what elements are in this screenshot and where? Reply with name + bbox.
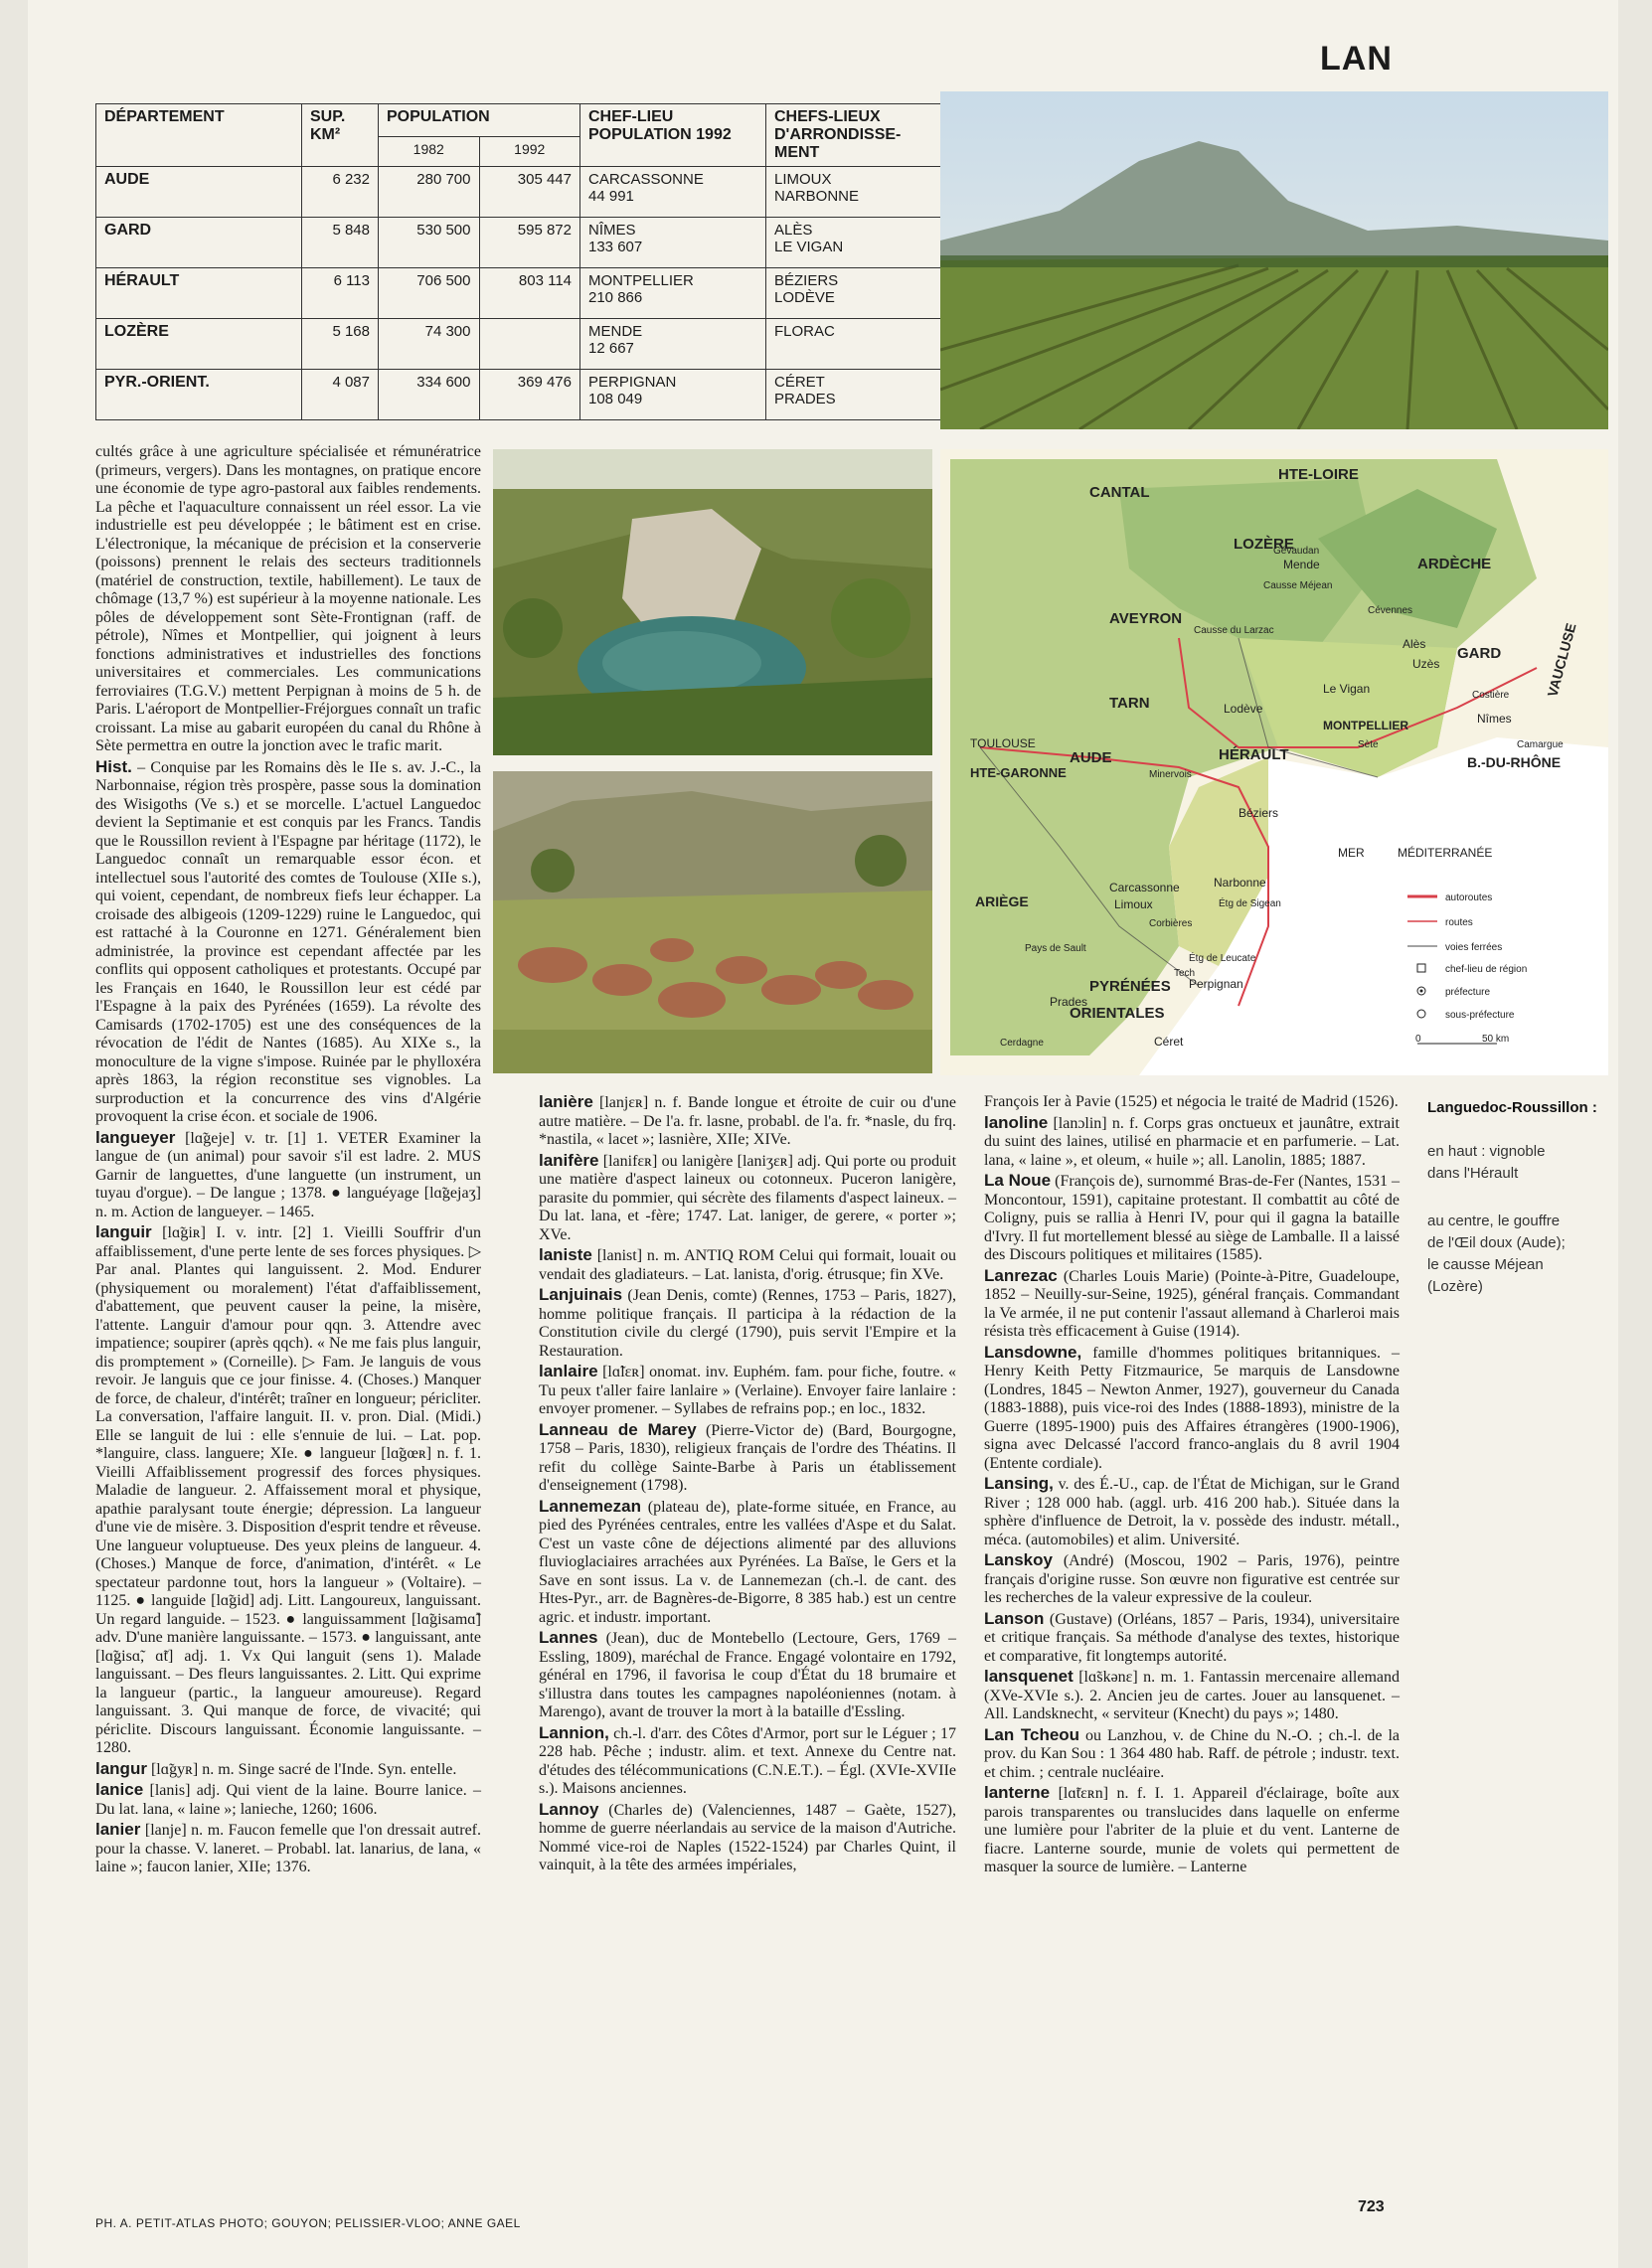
legend-item: préfecture <box>1445 987 1491 998</box>
dept-name: LOZÈRE <box>96 319 302 370</box>
map-place: Sète <box>1358 739 1379 750</box>
dept-pop-1992: 369 476 <box>479 370 580 420</box>
dict-entry: lansquenet [lɑ̃skənɛ] n. m. 1. Fantassin mercenaire allemand (XVe-XVIe s.). 2. Ancien jeu de cartes. Jouer au lansquenet. – All. Landsknecht, « serviteur (Knecht) du pays »; 1480. <box>984 1667 1400 1722</box>
map-region: HTE-GARONNE <box>970 765 1067 780</box>
dict-entry: langur [lɑ̃gyʀ] n. m. Singe sacré de l'Inde. Syn. entelle. <box>95 1758 457 1778</box>
page-number: 723 <box>1358 2198 1385 2215</box>
dict-entry: lanifère [lanifɛʀ] ou lanigère [laniʒɛʀ] adj. Qui porte ou produit une matière d'aspect laineux ou cotonneux. Puceron lanigère, parasite du pommier, qui sécrète des filaments d'aspect laineux. – Du lat. lana, et -fère; 1747. Lat. laniger, de gerere, « porter »; XVe. <box>539 1150 957 1243</box>
dict-entry: lanière [lanjɛʀ] n. f. Bande longue et étroite de cuir ou d'une autre matière. – De l'a. fr. lasne, probabl. de l'a. fr. *nasle, du frq. *nastila, « lacet »; lasnière, XIIe; XIVe. <box>539 1092 956 1148</box>
dept-pop-1982: 334 600 <box>379 370 480 420</box>
dept-name: GARD <box>96 218 302 268</box>
map-place: MÉDITERRANÉE <box>1398 846 1493 860</box>
table-row <box>96 319 942 370</box>
column-1 <box>95 443 481 1879</box>
dept-pop-1992 <box>479 319 580 370</box>
dept-pop-1982: 530 500 <box>379 218 480 268</box>
map-region: PYRÉNÉES <box>1089 978 1171 995</box>
caption-line: (Lozère) <box>1427 1278 1483 1295</box>
table-row <box>96 218 942 268</box>
map-place: Étg de Sigean <box>1219 898 1281 909</box>
photo-credit: PH. A. PETIT-ATLAS PHOTO; GOUYON; PELISSIER-VLOO; ANNE GAEL <box>95 2216 521 2230</box>
map-city: Céret <box>1154 1035 1184 1049</box>
dept-sup: 5 168 <box>302 319 379 370</box>
col-departement: DÉPARTEMENT <box>96 104 302 167</box>
col-1992: 1992 <box>479 136 580 166</box>
dept-chef-lieu: MENDE 12 667 <box>580 319 766 370</box>
dict-entry: languir [lɑ̃giʀ] I. v. intr. [2] 1. Vieilli Souffrir d'un affaiblissement, d'une perte lente de ses forces physiques. ▷ Par anal. Plantes qui languissent. 2. Mod. Endurer (physiquement ou moralement) l'état d'affaiblissement, d'abattement, que peuvent causer la peine, la misère, l'attente. Languir d'amour pour qqn. 3. Attendre avec impatience; soupirer (après qqch). « Ne me fais plus languir, dis promptement » (Corneille). ▷ Fam. Je languis de vous revoir. Je languis que ce jour finisse. 4. (Choses.) Manquer de force, de chaleur, d'intérêt; traîner en longueur; péricliter. La conversation, l'affaire languit. II. v. pron. Dial. (Midi.) Elle se languit de lui : elle s'ennuie de lui. – Lat. pop. *languire, class. languere; XIe. ● langueur [lɑ̃gœʀ] n. f. 1. Vieilli Affaiblissement progressif des forces physiques. Maladie de langueur. 2. Affaissement moral et physique, apathie paralysant toute énergie; dépression. La langueur d'une vie de misère. 3. Disposition d'esprit tendre et rêveuse. Une langueur voluptueuse. Des yeux pleins de langueur. 4. (Choses.) Manque de force, d'animation, d'intérêt. « Le spectateur pardonne tout, hors la langueur » (Voltaire). – 1125. ● languide [lɑ̃gid] adj. Litt. Langoureux, languissant. Un regard languide. – 1523. ● languissamment [lɑ̃gisamɑ̃] adv. D'une manière languissante. – 1573. ● languissant, ante [lɑ̃gisɑ̃, ɑ̃t] adj. 1. Vx Qui languit (sens 1). Malade languissant. – Des fleurs languissantes. 2. Litt. Qui exprime la langueur (partic., la langueur amoureuse). Regard languissant. 3. Qui manque de force, de vivacité; qui périclite. Discours languissant. Économie languissante. – 1280. <box>95 1222 481 1756</box>
departments-table <box>95 103 942 420</box>
dept-name: AUDE <box>96 167 302 218</box>
dept-pop-1982: 280 700 <box>379 167 480 218</box>
dict-entry: lanlaire [lɑ̃lɛʀ] onomat. inv. Euphém. fam. pour fiche, foutre. « Tu peux t'aller faire lanlaire » (Verlaine). Envoyer faire lanlaire : envoyer promener. – Syllabes de refrains pop.; en loc., 1832. <box>539 1362 956 1417</box>
map-city: Limoux <box>1114 897 1153 911</box>
map-city: Uzès <box>1412 657 1440 671</box>
dept-pop-1982: 706 500 <box>379 268 480 319</box>
dict-entry: Lannoy (Charles de) (Valenciennes, 1487 – Gaète, 1527), homme de guerre néerlandais au service de la maison d'Autriche. Nommé vice-roi de Naples (1522-1524) par Charles Quint, il vainquit, à la tête des armées impériales, <box>539 1799 957 1873</box>
dept-name: PYR.-ORIENT. <box>96 370 302 420</box>
map-city: Carcassonne <box>1109 881 1180 894</box>
col-chef-lieu: CHEF-LIEU POPULATION 1992 <box>580 104 766 167</box>
dict-entry: langueyer [lɑ̃geje] v. tr. [1] 1. VETER Examiner la langue de (un animal) pour savoir s'il est ladre. 2. MUS Garnir de languettes, d'une languette (un instrument, un tuyau d'orgue). – De langue ; 1378. ● languéyage [lɑ̃gejaʒ] n. m. Action de langueyer. – 1465. <box>95 1127 482 1220</box>
table-row <box>96 370 942 420</box>
dict-entry: Lansdowne, famille d'hommes politiques britanniques. – Henry Keith Petty Fitzmaurice, 5e marquis de Lansdowne (Londres, 1845 – Newton Anmer, 1927), gouverneur du Canada (1883-1888), puis vice-roi des Indes (1888-1893), ministre de la Guerre (1895-1900) puis des Affaires étrangères (1900-1906), signa avec Delcassé l'accord franco-anglais du 8 avril 1904 (Entente cordiale). <box>984 1342 1400 1472</box>
map-city: Narbonne <box>1214 876 1266 890</box>
map-region: LOZÈRE <box>1234 536 1294 553</box>
map-region: HÉRAULT <box>1219 746 1289 763</box>
dict-entry: Lanrezac (Charles Louis Marie) (Pointe-à-Pitre, Guadeloupe, 1852 – Neuilly-sur-Seine, 1925), général français. Commandant la Ve armée, il ne put contenir l'assaut allemand à Charleroi mais résista très efficacement à Guise (1914). <box>984 1265 1400 1340</box>
dept-pop-1992: 305 447 <box>479 167 580 218</box>
region-economy: cultés grâce à une agriculture spécialisée et rémunératrice (primeurs, vergers). Dans les montagnes, on pratique encore une économie de type agro-pastoral aux faibles rendements. La pêche et l'aquaculture connaissent un réel essor. La vie industrielle est peu développée ; le bâtiment est en crise. L'électronique, la mécanique de précision et la conserverie (poissons) prennent le relais des secteurs traditionnels (matériel de construction, textile, habillement). Le taux de chômage (13,7 %) est supérieur à la moyenne nationale. Les pôles de développement sont Sète-Frontignan (raff. de pétrole), Nîmes et Montpellier, qui joignent à leurs fonctions administratives et industrielles des fonctions universitaires et commerciales. Les communications ferroviaires (T.G.V.) mettent Perpignan à moins de 5 h. de Paris. L'aéroport de Montpellier-Fréjorgues connaît un trafic croissant. La mise au gabarit européen du canal du Rhône à Sète permettra en outre la jonction avec le trafic marit. <box>95 443 481 754</box>
table-row <box>96 167 942 218</box>
map-city: MONTPELLIER <box>1323 719 1408 732</box>
caption-title: Languedoc-Roussillon : <box>1427 1099 1597 1116</box>
dict-entry: Lanjuinais (Jean Denis, comte) (Rennes, 1753 – Paris, 1827), homme politique français. Il participa à la rédaction de la Constitution civile du clergé (1790), puis servit l'Empire et la Restauration. <box>539 1285 957 1360</box>
col-chefs-lieux: CHEFS-LIEUX D'ARRONDISSE-MENT <box>766 104 942 167</box>
dept-arr: CÉRET PRADES <box>766 370 942 420</box>
map-city: Mende <box>1283 558 1320 571</box>
causse-photo <box>493 771 932 1073</box>
map-region: GARD <box>1457 645 1502 662</box>
region-map <box>940 449 1608 1075</box>
caption-line: le causse Méjean <box>1427 1256 1544 1273</box>
dict-entry: Lanson (Gustave) (Orléans, 1857 – Paris, 1934), universitaire et critique français. Sa méthode d'analyse des textes, historique et comparative, fit longtemps autorité. <box>984 1608 1401 1665</box>
dict-entry: Lannemezan (plateau de), plate-forme située, en France, au pied des Pyrénées centrales, entre les vallées d'Aspe et du Salat. C'est un vaste cône de déjections alimenté par des alluvions fluvioglaciaires arrachées aux Pyrénées. La Baïse, le Gers et la Save en sont issus. La v. de Lannemezan (ch.-l. de cant. des Htes-Pyr., arr. de Bagnères-de-Bigorre, 8 385 hab.) est un centre agric. et industr. important. <box>539 1496 957 1626</box>
map-region: ARDÈCHE <box>1417 556 1492 572</box>
map-region: HTE-LOIRE <box>1278 466 1359 483</box>
map-place: Costière <box>1472 690 1510 701</box>
map-region: ARIÈGE <box>975 893 1029 909</box>
vineyard-photo <box>940 91 1608 429</box>
map-city: TOULOUSE <box>970 736 1036 750</box>
dict-entry: lanoline [lanɔlin] n. f. Corps gras onctueux et jaunâtre, extrait du suint des laines, utilisé en pharmacie et en parfumerie. – Lat. lana, « laine », et oleum, « huile »; all. Lanolin, 1885; 1887. <box>984 1112 1400 1169</box>
dict-entry: Lannion, ch.-l. d'arr. des Côtes d'Armor, port sur le Léguer ; 17 228 hab. Pêche ; industr. alim. et text. Annexe du Centre nat. d'études des télécommunications (C.N.E.T.). – Égl. (XVIe-XVIIe s.). Maisons anciennes. <box>539 1722 956 1797</box>
dict-entry: La Noue (François de), surnommé Bras-de-Fer (Nantes, 1531 – Moncontour, 1591), capitaine protestant. Il combattit au côté de Coligny, puis se rallia à Henri IV, pour qui il gagna la bataille d'Ivry. Il fut mortellement blessé au siège de Lamballe. Il a laissé des Discours politiques et militaires (1585). <box>984 1171 1401 1263</box>
map-city: Alès <box>1403 637 1426 651</box>
dept-sup: 6 232 <box>302 167 379 218</box>
dept-chef-lieu: CARCASSONNE 44 991 <box>580 167 766 218</box>
column-2 <box>539 1093 956 1877</box>
dept-arr: BÉZIERS LODÈVE <box>766 268 942 319</box>
map-city: Le Vigan <box>1323 682 1371 696</box>
dept-sup: 5 848 <box>302 218 379 268</box>
map-place: Camargue <box>1517 739 1564 750</box>
map-place: Étg de Leucate <box>1189 953 1256 964</box>
map-region: AUDE <box>1070 749 1112 766</box>
legend-item: sous-préfecture <box>1445 1010 1515 1021</box>
caption-line: de l'Œil doux (Aude); <box>1427 1234 1566 1251</box>
map-place: Tech <box>1174 968 1196 979</box>
dictionary-page <box>28 0 1618 2268</box>
dept-pop-1992: 803 114 <box>479 268 580 319</box>
dept-sup: 6 113 <box>302 268 379 319</box>
dict-entry: Lannes (Jean), duc de Montebello (Lectoure, Gers, 1769 – Essling, 1809), maréchal de France. Engagé volontaire en 1792, général en 1796, il favorisa le coup d'État du 18 brumaire et s'illustra dans toutes les campagnes napoléoniennes (notam. à Marengo), avant de trouver la mort à la bataille d'Essling. <box>539 1628 957 1720</box>
dict-entry: lanice [lanis] adj. Qui vient de la laine. Bourre lanice. – Du lat. lana, « laine »; lanieche, 1260; 1606. <box>95 1780 482 1818</box>
dept-arr: ALÈS LE VIGAN <box>766 218 942 268</box>
scale-start: 0 <box>1415 1034 1421 1045</box>
col-sup: SUP. KM² <box>302 104 379 167</box>
page-header: LAN <box>1320 40 1393 78</box>
map-city: Béziers <box>1239 806 1279 820</box>
dict-entry: Lan Tcheou ou Lanzhou, v. de Chine du N.-O. ; ch.-l. de la prov. du Kan Sou : 1 364 480 hab. Raff. de pétrole ; industr. text. et chim. ; centrale nucléaire. <box>984 1724 1401 1781</box>
entry-continuation: François Ier à Pavie (1525) et négocia le traité de Madrid (1526). <box>984 1093 1399 1110</box>
dict-entry: Lanskoy (André) (Moscou, 1902 – Paris, 1976), peintre français d'origine russe. Son œuvre non figurative est centrée sur les recherches de la valeur expressive de la couleur. <box>984 1550 1401 1606</box>
map-place: Pays de Sault <box>1025 943 1086 954</box>
dept-arr: LIMOUX NARBONNE <box>766 167 942 218</box>
map-place: Causse Méjean <box>1263 580 1333 591</box>
dict-entry: laniste [lanist] n. m. ANTIQ ROM Celui qui formait, louait ou vendait des gladiateurs. – Lat. lanista, d'orig. étrusque; fin XVe. <box>539 1245 956 1283</box>
map-place: Minervois <box>1149 769 1192 780</box>
map-place: Corbières <box>1149 918 1193 929</box>
gouffre-photo <box>493 449 932 755</box>
history-entry: Hist. – Conquise par les Romains dès le IIe s. av. J.-C., la Narbonnaise, région très prospère, passe sous la domination des Wisigoths (Ve s.) et se morcelle. L'actuel Languedoc devient la Septimanie et est conquis par les Francs. Tandis que le Roussillon revient à l'Espagne par héritage (1172), le Languedoc connaît un remarquable essor écon. et intellectuel sous l'autorité des comtes de Toulouse (XIIe s.), qui voient, cependant, de nombreux fiefs leur échapper. La croisade des albigeois (1209-1229) ruine le Languedoc, qui est rattaché à la Couronne en 1271. Généralement bien administrée, la province est cependant affectée par les conflits qui opposent catholiques et protestants. Occupé par les Français en 1640, le Roussillon leur est cédé par l'Espagne à la paix des Pyrénées (1659). La révolte des Camisards (1702-1705) est une des conséquences de la révocation de l'édit de Nantes (1685). Au XIXe s., la monoculture de la vigne s'impose. Ruinée par le phylloxéra après 1863, la région reconstitue ses vignobles. La surproduction et la concurrence des vins d'Algérie provoquent la crise écon. et sociale de 1906. <box>95 756 482 1125</box>
legend-item: routes <box>1445 917 1473 928</box>
map-city: Nîmes <box>1477 712 1512 726</box>
map-place: Cerdagne <box>1000 1038 1044 1049</box>
dept-arr: FLORAC <box>766 319 942 370</box>
map-region: AVEYRON <box>1109 610 1183 627</box>
caption-line: dans l'Hérault <box>1427 1165 1519 1182</box>
map-city: Lodève <box>1224 702 1263 716</box>
map-region: ORIENTALES <box>1070 1005 1165 1022</box>
map-place: Gévaudan <box>1273 546 1320 557</box>
caption-line: en haut : vignoble <box>1427 1143 1546 1160</box>
dict-entry: Lansing, v. des É.-U., cap. de l'État de Michigan, sur le Grand River ; 128 000 hab. (aggl. urb. 416 200 hab.). Située dans la sphère d'influence de Detroit, la v. possède des industr. métall., méca. (automobiles) et alim. Université. <box>984 1474 1401 1548</box>
map-region: CANTAL <box>1089 484 1150 501</box>
caption-line: au centre, le gouffre <box>1427 1213 1561 1229</box>
scale-end: 50 km <box>1482 1034 1510 1045</box>
map-region: B.-DU-RHÔNE <box>1467 754 1562 770</box>
legend-item: voies ferrées <box>1445 942 1503 953</box>
dept-pop-1992: 595 872 <box>479 218 580 268</box>
dept-pop-1982: 74 300 <box>379 319 480 370</box>
column-3 <box>984 1093 1400 1879</box>
dict-entry: lanier [lanje] n. m. Faucon femelle que l'on dressait autref. pour la chasse. V. laneret. – Probabl. lat. lanarius, de lana, « laine »; faucon lanier, XIIe; 1376. <box>95 1820 482 1875</box>
dept-name: HÉRAULT <box>96 268 302 319</box>
map-city: Perpignan <box>1189 977 1243 991</box>
dict-entry: Lanneau de Marey (Pierre-Victor de) (Bard, Bourgogne, 1758 – Paris, 1830), religieux français de l'ordre des Théatins. Il refit du collège Sainte-Barbe à Paris un établissement d'enseignement (1798). <box>539 1419 956 1494</box>
legend-item: autoroutes <box>1445 892 1493 903</box>
dept-chef-lieu: PERPIGNAN 108 049 <box>580 370 766 420</box>
map-city: Prades <box>1050 995 1088 1009</box>
table-row <box>96 268 942 319</box>
map-place: MER <box>1338 846 1365 860</box>
dict-entry: lanterne [lɑ̃tɛʀn] n. f. I. 1. Appareil d'éclairage, boîte aux parois transparentes ou translucides dans laquelle on enferme une lumière pour l'abriter de la pluie et du vent. Lanterne de fiacre. Lanterne sourde, munie de volets qui permettent de masquer la source de lumière. – Lanterne <box>984 1783 1401 1875</box>
dept-sup: 4 087 <box>302 370 379 420</box>
map-region: TARN <box>1109 695 1150 712</box>
dept-chef-lieu: MONTPELLIER 210 866 <box>580 268 766 319</box>
col-1982: 1982 <box>379 136 480 166</box>
dept-chef-lieu: NÎMES 133 607 <box>580 218 766 268</box>
legend-item: chef-lieu de région <box>1445 964 1528 975</box>
map-region: VAUCLUSE <box>1544 621 1579 699</box>
map-place: Causse du Larzac <box>1194 625 1274 636</box>
col-population: POPULATION <box>379 104 580 137</box>
map-place: Cévennes <box>1368 605 1413 616</box>
